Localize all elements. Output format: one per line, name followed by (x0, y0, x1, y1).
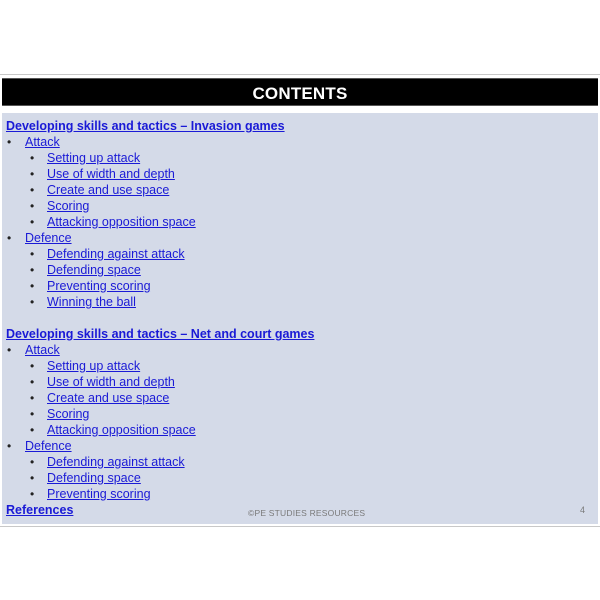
page-title: CONTENTS (252, 84, 348, 103)
list-item (47, 214, 196, 230)
list-item (47, 422, 196, 438)
contents-panel (2, 113, 598, 524)
section-link-invasion[interactable]: Developing skills and tactics – Invasion games (6, 119, 285, 133)
link-defending-against-attack[interactable]: Defending against attack (47, 455, 185, 469)
list-item (47, 374, 175, 390)
list-item (47, 486, 151, 502)
list-item (47, 454, 185, 470)
bullet-icon: • (30, 391, 35, 405)
link-attack[interactable]: Attack (25, 343, 60, 357)
bullet-icon: • (7, 439, 12, 453)
link-defending-space[interactable]: Defending space (47, 471, 141, 485)
bullet-icon: • (30, 279, 35, 293)
link-setting-up-attack[interactable]: Setting up attack (47, 151, 141, 165)
slide (0, 74, 600, 527)
section-heading-invasion (6, 118, 285, 134)
link-attacking-opposition-space[interactable]: Attacking opposition space (47, 215, 196, 229)
list-item (47, 278, 151, 294)
bullet-icon: • (7, 135, 12, 149)
title-bar (2, 78, 598, 106)
references-link[interactable]: References (6, 503, 74, 517)
link-defence[interactable]: Defence (25, 231, 72, 245)
list-item (47, 198, 89, 214)
list-item (47, 406, 89, 422)
list-item (47, 150, 140, 166)
bullet-icon: • (30, 151, 35, 165)
link-width-depth[interactable]: Use of width and depth (47, 375, 175, 389)
link-preventing-scoring[interactable]: Preventing scoring (47, 487, 151, 501)
page-number: 4 (580, 505, 586, 515)
group-item-attack (25, 134, 60, 150)
link-create-space[interactable]: Create and use space (47, 391, 170, 405)
link-attack[interactable]: Attack (25, 135, 60, 149)
link-defending-against-attack[interactable]: Defending against attack (47, 247, 185, 261)
bullet-icon: • (30, 167, 35, 181)
bullet-icon: • (30, 407, 35, 421)
section-heading-net-court (6, 326, 314, 342)
group-item-defence (25, 230, 72, 246)
bullet-icon: • (30, 423, 35, 437)
bullet-icon: • (30, 263, 35, 277)
group-item-attack (25, 342, 60, 358)
link-attacking-opposition-space[interactable]: Attacking opposition space (47, 423, 196, 437)
list-item (47, 358, 140, 374)
bullet-icon: • (30, 295, 35, 309)
link-defending-space[interactable]: Defending space (47, 263, 141, 277)
bullet-icon: • (7, 343, 12, 357)
link-defence[interactable]: Defence (25, 439, 72, 453)
list-item (47, 246, 185, 262)
bullet-icon: • (7, 231, 12, 245)
bullet-icon: • (30, 247, 35, 261)
bullet-icon: • (30, 183, 35, 197)
bullet-icon: • (30, 359, 35, 373)
link-scoring[interactable]: Scoring (47, 199, 90, 213)
section-link-net-court[interactable]: Developing skills and tactics – Net and court games (6, 327, 315, 341)
bullet-icon: • (30, 471, 35, 485)
bullet-icon: • (30, 199, 35, 213)
bullet-icon: • (30, 215, 35, 229)
list-item (47, 166, 175, 182)
bullet-icon: • (30, 375, 35, 389)
link-create-space[interactable]: Create and use space (47, 183, 170, 197)
list-item (47, 390, 169, 406)
list-item (47, 262, 141, 278)
bullet-icon: • (30, 455, 35, 469)
link-width-depth[interactable]: Use of width and depth (47, 167, 175, 181)
bullet-icon: • (30, 487, 35, 501)
list-item (47, 470, 141, 486)
references-heading (6, 502, 73, 518)
list-item (47, 182, 169, 198)
list-item (47, 294, 136, 310)
link-scoring[interactable]: Scoring (47, 407, 90, 421)
footer-copyright: ©PE STUDIES RESOURCES (248, 508, 366, 518)
link-setting-up-attack[interactable]: Setting up attack (47, 359, 141, 373)
link-winning-the-ball[interactable]: Winning the ball (47, 295, 136, 309)
group-item-defence (25, 438, 72, 454)
link-preventing-scoring[interactable]: Preventing scoring (47, 279, 151, 293)
